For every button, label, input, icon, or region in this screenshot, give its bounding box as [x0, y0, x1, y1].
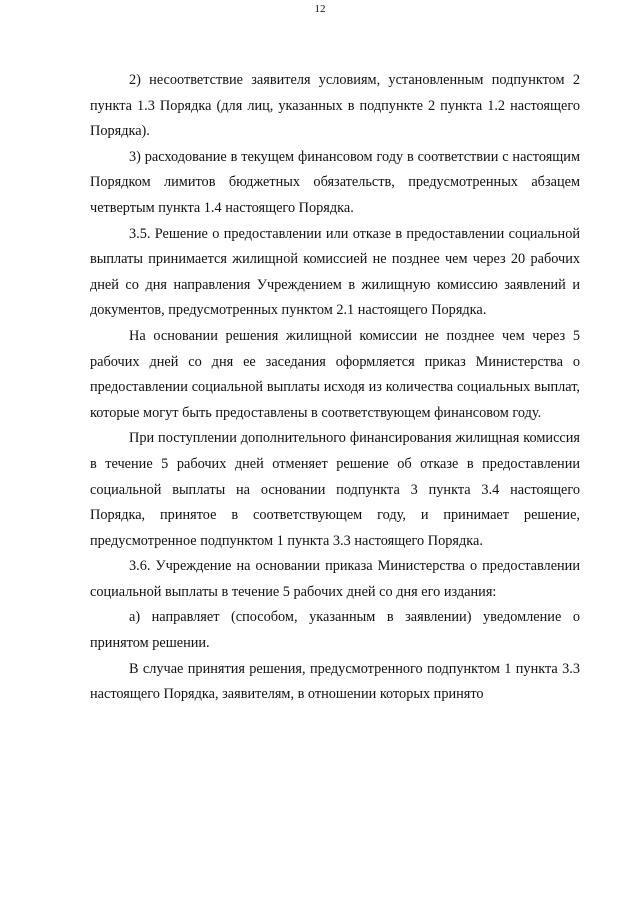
paragraph-clause-3-6: 3.6. Учреждение на основании приказа Министерства о предоставлении социальной выплаты в течение 5 рабочих дней со дня его издания: [90, 558, 580, 600]
paragraph-additional-funding: При поступлении дополнительного финансирования жилищная комиссия в течение 5 рабочих дней отменяет решение об отказе в предоставлении социальной выплаты на основании подпункта 3 пункта 3.4 настоящего Порядка, принятое в соответствующем году, и принимает решение, предусмотренное подпунктом 1 пункта 3.3 настоящего Порядка. [90, 430, 580, 549]
paragraph-subitem-3: 3) расходование в текущем финансовом году в соответствии с настоящим Порядком лимитов бюджетных обязательств, предусмотренных абзацем четвертым пункта 1.4 настоящего Порядка. [90, 148, 580, 216]
paragraph-subitem-2: 2) несоответствие заявителя условиям, установленным подпунктом 2 пункта 1.3 Порядка (для лиц, указанных в подпункте 2 пункта 1.2 настоящего Порядка). [90, 72, 580, 140]
paragraph-clause-3-5: 3.5. Решение о предоставлении или отказе в предоставлении социальной выплаты принимается жилищной комиссией не позднее чем через 20 рабочих дней со дня направления Учреждением в жилищную комиссию заявлений и документов, предусмотренных пунктом 2.1 настоящего Порядка. [90, 225, 580, 319]
page-number: 12 [314, 3, 326, 15]
document-body [90, 68, 580, 708]
paragraph-decision-case: В случае принятия решения, предусмотренного подпунктом 1 пункта 3.3 настоящего Порядка, заявителям, в отношении которых принято [90, 660, 580, 703]
paragraph-notification: а) направляет (способом, указанным в заявлении) уведомление о принятом решении. [90, 609, 580, 652]
paragraph-ministry-order: На основании решения жилищной комиссии не позднее чем через 5 рабочих дней со дня ее заседания оформляется приказ Министерства о предоставлении социальной выплаты исходя из количества социальных выплат, которые могут быть предоставлены в соответствующем финансовом году. [90, 327, 580, 421]
